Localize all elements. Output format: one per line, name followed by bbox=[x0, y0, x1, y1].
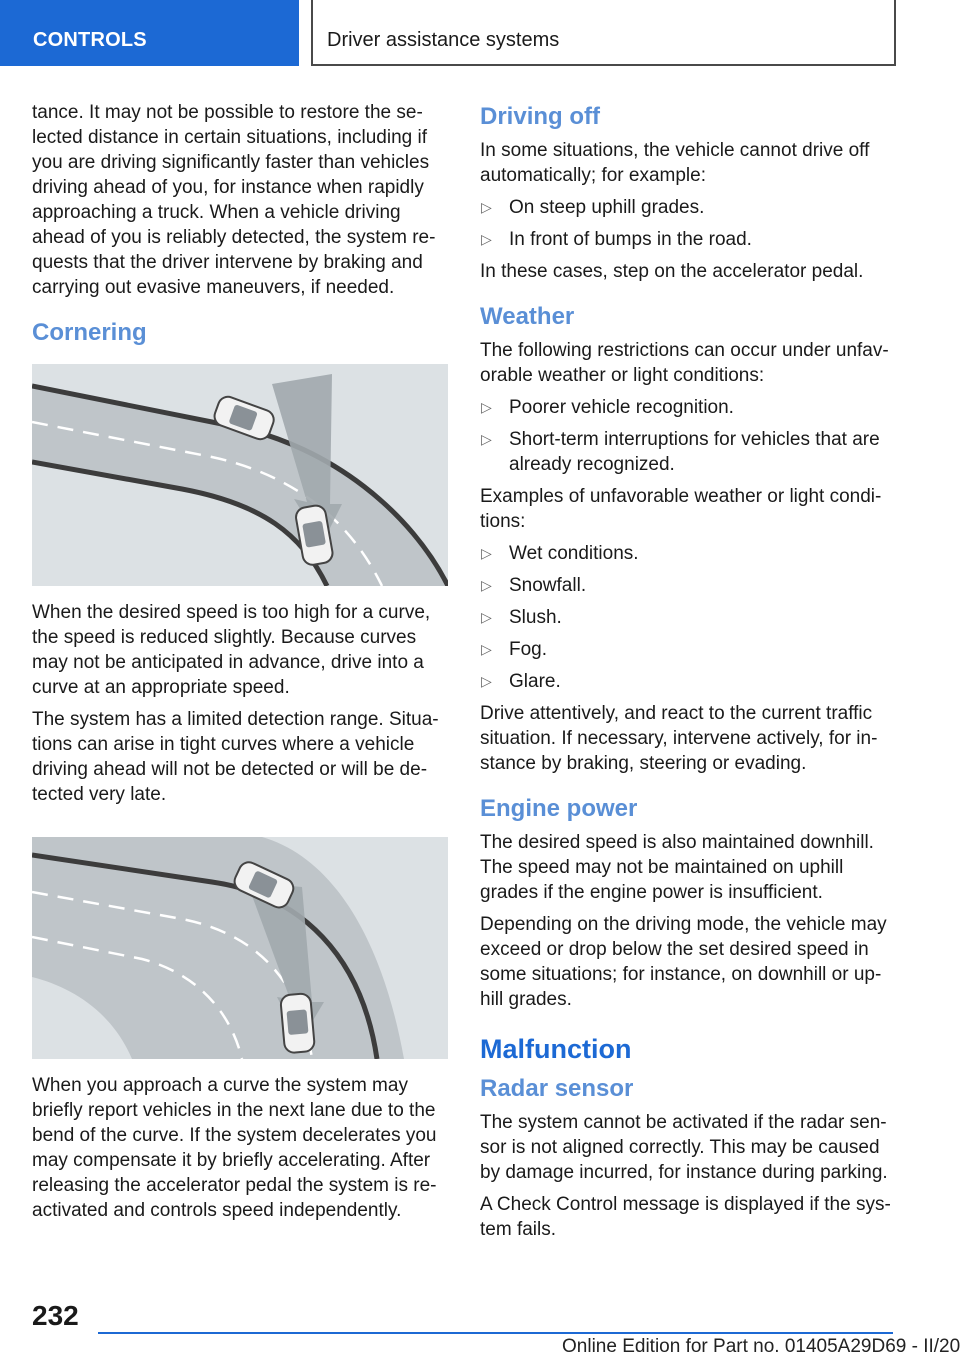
weather-heading: Weather bbox=[480, 303, 575, 330]
engine-paragraph-1: The desired speed is also maintained downhill. The speed may not be maintained on uphill grades if the engine power is insufficient. bbox=[480, 832, 874, 903]
weather-paragraph-2: Examples of unfavorable weather or light conditions: bbox=[480, 486, 882, 532]
weather-paragraph-3: Drive attentively, and react to the current traffic situation. If necessary, intervene actively, for instance by braking, steering or evading. bbox=[480, 703, 878, 774]
intro-paragraph: tance. It may not be possible to restore the selected distance in certain situations, including if you are driving significantly faster than vehicles driving ahead of you, for instance when rapidly approaching a truck. When a vehicle driving ahead of you is reliably detected, the system requests that the driver intervene by braking and carrying out evasive maneuvers, if needed. bbox=[32, 102, 436, 298]
page-number: 232 bbox=[32, 1300, 79, 1331]
list-item: ▷ On steep uphill grades. bbox=[481, 197, 705, 218]
footer-divider bbox=[98, 1332, 893, 1334]
triangle-bullet-icon: ▷ bbox=[481, 431, 492, 447]
cornering-illustration-1 bbox=[32, 364, 448, 586]
weather-examples-list bbox=[480, 541, 898, 694]
triangle-bullet-icon: ▷ bbox=[481, 545, 492, 561]
list-item: ▷ Slush. bbox=[481, 607, 562, 628]
left-column bbox=[32, 100, 450, 1230]
triangle-bullet-icon: ▷ bbox=[481, 231, 492, 247]
cornering-heading: Cornering bbox=[32, 319, 147, 346]
cornering-paragraph-3: When you approach a curve the system may briefly report vehicles in the next lane due to the bend of the curve. If the system decelerates you may compensate it by briefly accelerating. After releasing the accelerator pedal the system is reactivated and controls speed independently. bbox=[32, 1075, 437, 1221]
cornering-paragraph-1: When the desired speed is too high for a curve, the speed is reduced slightly. Because curves may not be anticipated in advance, drive into a curve at an appropriate speed. bbox=[32, 602, 431, 698]
radar-paragraph-2: A Check Control message is displayed if the system fails. bbox=[480, 1194, 891, 1240]
radar-paragraph-1: The system cannot be activated if the radar sensor is not aligned correctly. This may be caused by damage incurred, for instance during parking. bbox=[480, 1112, 888, 1183]
cornering-paragraph-2: The system has a limited detection range. Situations can arise in tight curves where a vehicle driving ahead will not be detected or will be detected very late. bbox=[32, 709, 439, 805]
edition-note: Online Edition for Part no. 01405A29D69 - II/20 bbox=[562, 1336, 960, 1357]
radar-sensor-heading: Radar sensor bbox=[480, 1075, 634, 1102]
driving-off-list bbox=[480, 195, 898, 252]
triangle-bullet-icon: ▷ bbox=[481, 199, 492, 215]
triangle-bullet-icon: ▷ bbox=[481, 673, 492, 689]
driving-off-heading: Driving off bbox=[480, 103, 600, 130]
list-item: ▷ Short-term interruptions for vehicles that are already recognized. bbox=[481, 429, 880, 475]
section-tab: CONTROLS bbox=[0, 0, 299, 66]
triangle-bullet-icon: ▷ bbox=[481, 609, 492, 625]
engine-power-heading: Engine power bbox=[480, 795, 638, 822]
weather-restrictions-list bbox=[480, 395, 898, 477]
list-item: ▷ Fog. bbox=[481, 639, 548, 660]
list-item: ▷ In front of bumps in the road. bbox=[481, 229, 752, 250]
triangle-bullet-icon: ▷ bbox=[481, 641, 492, 657]
triangle-bullet-icon: ▷ bbox=[481, 399, 492, 415]
list-item: ▷ Wet conditions. bbox=[481, 543, 639, 564]
triangle-bullet-icon: ▷ bbox=[481, 577, 492, 593]
list-item: ▷ Snowfall. bbox=[481, 575, 587, 596]
car-icon bbox=[280, 993, 315, 1053]
engine-paragraph-2: Depending on the driving mode, the vehicle may exceed or drop below the set desired speed in some situations; for instance, on downhill or uphill grades. bbox=[480, 914, 887, 1010]
malfunction-heading: Malfunction bbox=[480, 1034, 632, 1064]
list-item: ▷ Glare. bbox=[481, 671, 561, 692]
cornering-illustration-2 bbox=[32, 837, 448, 1059]
weather-paragraph-1: The following restrictions can occur under unfavorable weather or light conditions: bbox=[480, 340, 889, 386]
list-item: ▷ Poorer vehicle recognition. bbox=[481, 397, 734, 418]
right-column bbox=[480, 100, 898, 1249]
driving-off-paragraph-2: In these cases, step on the accelerator pedal. bbox=[480, 261, 864, 282]
page-header bbox=[0, 0, 960, 66]
driving-off-paragraph-1: In some situations, the vehicle cannot drive off automatically; for example: bbox=[480, 140, 870, 186]
chapter-title: Driver assistance systems bbox=[311, 0, 896, 66]
